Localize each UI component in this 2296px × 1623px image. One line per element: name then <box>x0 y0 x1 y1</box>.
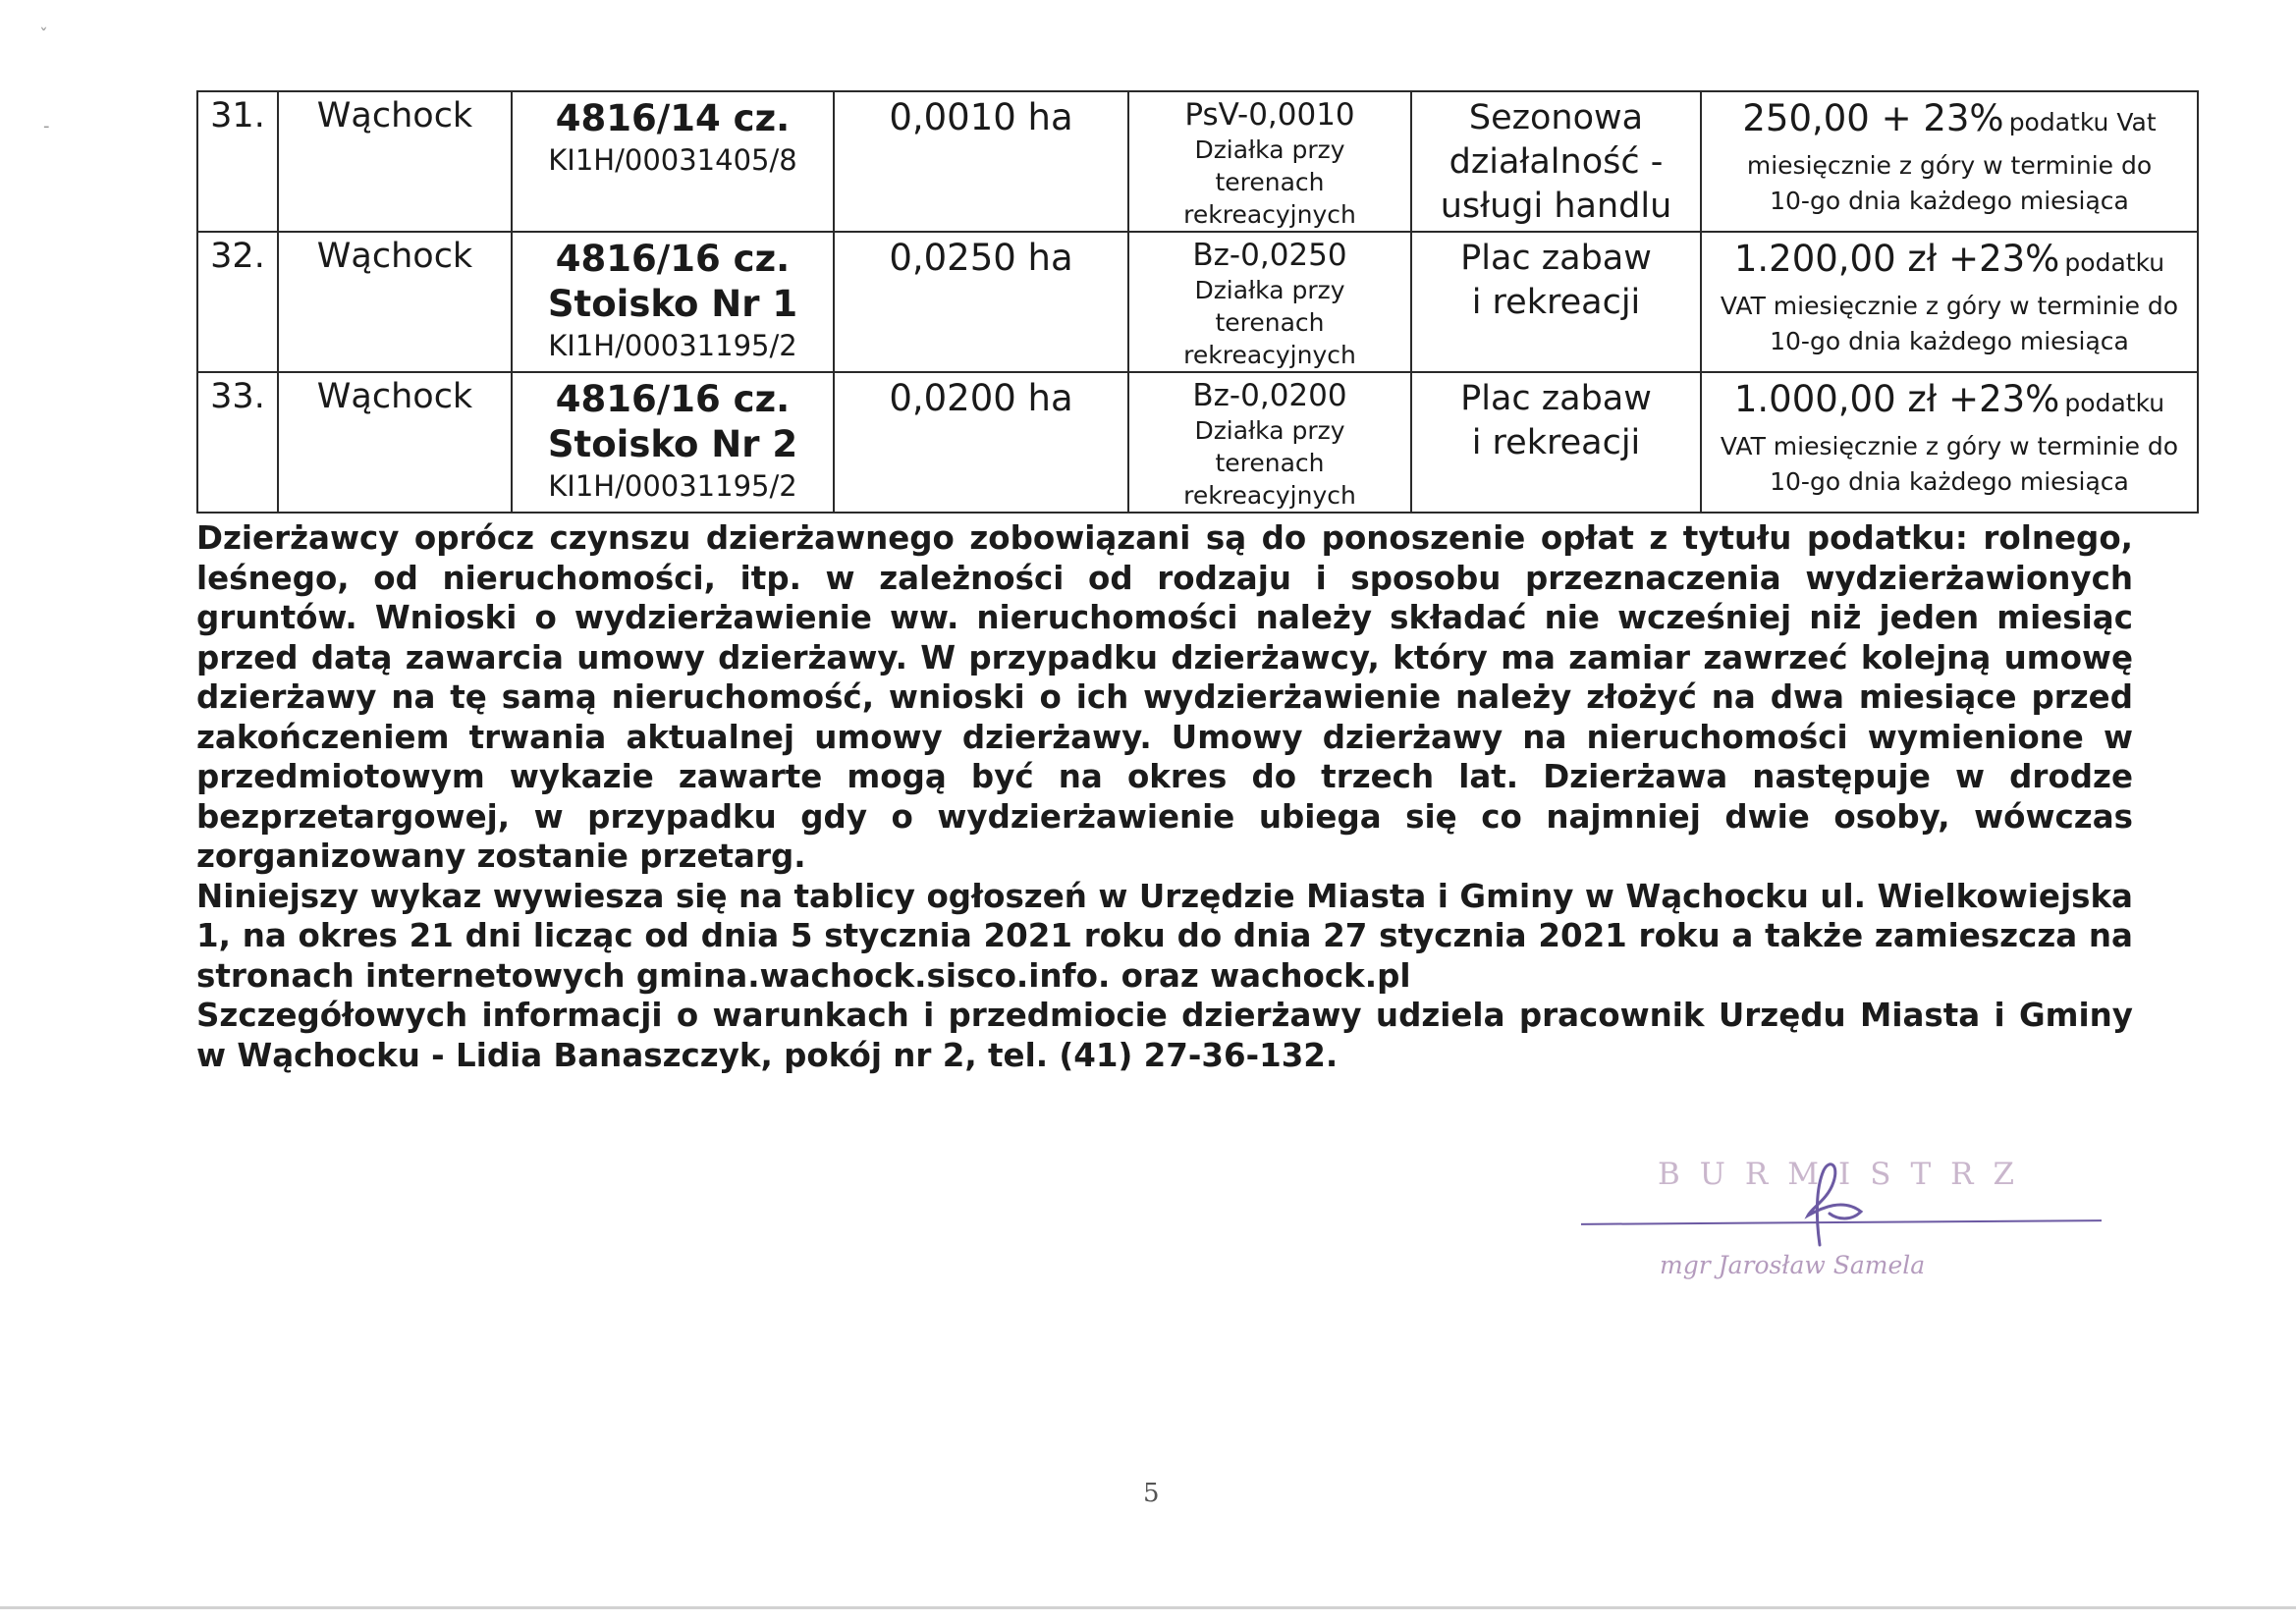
lease-table <box>196 90 2199 514</box>
rent-cell <box>1701 372 2198 513</box>
stall-number: Stoisko Nr 1 <box>547 283 798 325</box>
rent-terms: VAT miesięcznie z góry w terminie do <box>1720 292 2179 320</box>
scan-edge <box>0 1606 2296 1609</box>
location-cell: Wąchock <box>278 372 512 513</box>
rent-tax-suffix: podatku Vat <box>2008 108 2157 136</box>
plot-cell <box>512 232 834 372</box>
notice-paragraph-obligations: Dzierżawcy oprócz czynszu dzierżawnego zobowiązani są do ponoszenie opłat z tytułu podatku: rolnego, leśnego, od nieruchomości, itp. w zależności od rodzaju i sposobu przeznaczenia wydzierżawionych gruntów. Wnioski o wydzierżawienie ww. nieruchomości należy składać nie wcześniej niż jeden miesiąc przed datą zawarcia umowy dzierżawy. W przypadku dzierżawcy, który ma zamiar zawrzeć kolejną umowę dzierżawy na tę samą nieruchomość, wnioski o ich wydzierżawienie należy złożyć na dwa miesiące przed zakończeniem trwania aktualnej umowy dzierżawy. Umowy dzierżawy na nieruchomości wymienione w przedmiotowym wykazie zawarte mogą być na okres do trzech lat. Dzierżawa następuje w drodze bezprzetargowej, w przypadku gdy o wydzierżawienie ubiega się co najmniej dwie osoby, wówczas zorganizowany zostanie przetarg. <box>196 519 2133 875</box>
plot-number: 4816/16 cz. <box>555 238 791 280</box>
rent-amount: 1.000,00 zł +23% <box>1733 378 2060 420</box>
purpose-line: Plac zabaw <box>1460 379 1652 418</box>
notice-paragraph-contact: Szczegółowych informacji o warunkach i przedmiocie dzierżawy udziela pracownik Urzędu Miasta i Gminy w Wąchocku - Lidia Banaszczyk, pokój nr 2, tel. (41) 27-36-132. <box>196 997 2133 1074</box>
scan-mark: - <box>43 116 50 136</box>
notice-paragraph-posting: Niniejszy wykaz wywiesza się na tablicy ogłoszeń w Urzędzie Miasta i Gminy w Wąchocku ul. Wielkowiejska 1, na okres 21 dni licząc od dnia 5 stycznia 2021 roku do dnia 27 stycznia 2021 roku a także zamieszcza na stronach internetowych gmina.wachock.sisco.info. oraz wachock.pl <box>196 877 2133 995</box>
purpose-line: działalność - <box>1449 142 1664 182</box>
purpose-line: usługi handlu <box>1440 187 1672 226</box>
handwritten-signature <box>1782 1149 1890 1257</box>
signature-title-stamp: BURMISTRZ <box>1658 1157 2035 1192</box>
location-cell: Wąchock <box>278 91 512 232</box>
purpose-line: Plac zabaw <box>1460 239 1652 278</box>
land-use-description: Działka przy <box>1194 276 1345 304</box>
land-use-description: Działka przy <box>1194 416 1345 445</box>
land-register-number: KI1H/00031195/2 <box>548 469 797 503</box>
land-use-cell <box>1128 372 1411 513</box>
rent-amount: 250,00 + 23% <box>1742 97 2004 139</box>
purpose-line: Sezonowa <box>1468 98 1644 137</box>
purpose-cell <box>1411 91 1701 232</box>
land-use-code: Bz-0,0200 <box>1192 378 1347 413</box>
land-use-description: terenach <box>1215 168 1325 196</box>
land-use-description: rekreacyjnych <box>1183 481 1356 510</box>
table-row <box>197 372 2198 513</box>
land-use-cell <box>1128 232 1411 372</box>
rent-terms: 10-go dnia każdego miesiąca <box>1770 187 2129 215</box>
land-use-description: rekreacyjnych <box>1183 200 1356 229</box>
land-register-number: KI1H/00031405/8 <box>548 143 797 177</box>
stall-number: Stoisko Nr 2 <box>547 423 798 465</box>
row-number: 31. <box>197 91 278 232</box>
land-use-description: rekreacyjnych <box>1183 341 1356 369</box>
land-use-cell <box>1128 91 1411 232</box>
area-cell: 0,0010 ha <box>834 91 1128 232</box>
rent-cell <box>1701 91 2198 232</box>
rent-terms: miesięcznie z góry w terminie do <box>1746 151 2153 180</box>
land-use-description: terenach <box>1215 449 1325 477</box>
rent-tax-suffix: podatku <box>2064 248 2165 277</box>
table-row <box>197 91 2198 232</box>
rent-amount: 1.200,00 zł +23% <box>1733 238 2060 280</box>
purpose-line: i rekreacji <box>1471 423 1641 462</box>
signatory-name: mgr Jarosław Samela <box>1660 1251 1926 1279</box>
notice-text <box>196 518 2133 1075</box>
area-cell: 0,0250 ha <box>834 232 1128 372</box>
rent-cell <box>1701 232 2198 372</box>
land-register-number: KI1H/00031195/2 <box>548 329 797 362</box>
plot-number: 4816/16 cz. <box>555 378 791 420</box>
rent-terms: 10-go dnia każdego miesiąca <box>1770 467 2129 496</box>
land-use-code: PsV-0,0010 <box>1184 97 1355 133</box>
row-number: 32. <box>197 232 278 372</box>
purpose-line: i rekreacji <box>1471 283 1641 322</box>
plot-cell <box>512 372 834 513</box>
scan-mark: ˇ <box>39 26 48 46</box>
row-number: 33. <box>197 372 278 513</box>
table-row <box>197 232 2198 372</box>
purpose-cell <box>1411 372 1701 513</box>
area-cell: 0,0200 ha <box>834 372 1128 513</box>
plot-cell <box>512 91 834 232</box>
plot-number: 4816/14 cz. <box>555 97 791 139</box>
land-use-description: terenach <box>1215 308 1325 337</box>
land-use-code: Bz-0,0250 <box>1192 238 1347 273</box>
page-number: 5 <box>1143 1479 1160 1508</box>
land-use-description: Działka przy <box>1194 135 1345 164</box>
location-cell: Wąchock <box>278 232 512 372</box>
rent-tax-suffix: podatku <box>2064 389 2165 417</box>
purpose-cell <box>1411 232 1701 372</box>
rent-terms: VAT miesięcznie z góry w terminie do <box>1720 432 2179 460</box>
rent-terms: 10-go dnia każdego miesiąca <box>1770 327 2129 355</box>
